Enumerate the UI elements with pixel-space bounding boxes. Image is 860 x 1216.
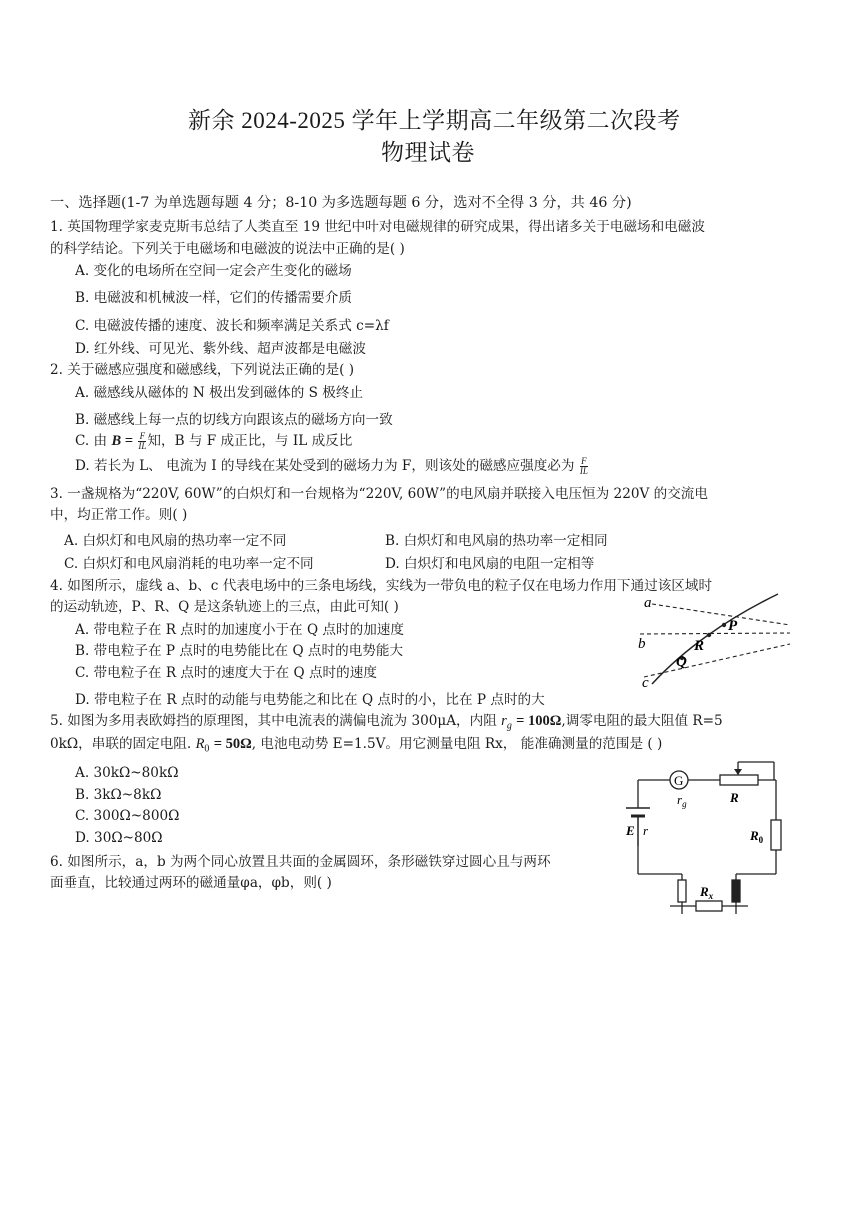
q3-stem-line1: 3. 一盏规格为“220V, 60W”的白炽灯和一台规格为“220V, 60W”的电风扇并联接入电压恒为 220V 的交流电: [50, 486, 708, 502]
label-a: a: [644, 595, 652, 611]
section-heading: 一、选择题(1-7 为单选题每题 4 分；8-10 为多选题每题 6 分，选对不全得 3 分，共 46 分): [50, 195, 632, 211]
galvanometer-label: G: [674, 773, 684, 788]
q1-option-d: D. 红外线、可见光、紫外线、超声波都是电磁波: [75, 341, 366, 357]
q5-option-a: A. 30kΩ~80kΩ: [75, 765, 179, 781]
q2-d-fraction: [580, 457, 588, 476]
label-c: c: [642, 675, 649, 691]
fraction-numerator: F: [581, 456, 587, 466]
q5-stem-text-b: ,调零电阻的最大阻值 R=5: [561, 713, 723, 729]
q2-option-c-prefix: C. 由: [75, 433, 108, 449]
rx-label: $R_x$: [700, 884, 714, 901]
measured-resistor-rx: [696, 901, 722, 911]
field-line-a: [652, 604, 790, 625]
label-q: Q: [676, 654, 687, 670]
q5-option-c: C. 300Ω~800Ω: [75, 808, 180, 824]
label-p: P: [728, 618, 738, 634]
q5-stem-text-d: , 电池电动势 E=1.5V。用它测量电阻 Rx， 能准确测量的范围是 ( ): [251, 736, 663, 752]
q3-stem-line2: 中，均正常工作。则( ): [50, 507, 188, 523]
fixed-resistor-r0: [771, 820, 781, 850]
q2-option-c: [75, 431, 352, 451]
particle-trajectory: [652, 594, 778, 684]
q4-option-a: A. 带电粒子在 R 点时的加速度小于在 Q 点时的加速度: [75, 622, 404, 638]
internal-r-label: r: [643, 823, 649, 838]
q5-stem-text-a: 5. 如图为多用表欧姆挡的原理图，其中电流表的满偏电流为 300μA，内阻: [50, 713, 497, 729]
black-probe: [732, 880, 740, 902]
q2-stem: 2. 关于磁感应强度和磁感线，下列说法正确的是( ): [50, 362, 355, 378]
q2-formula-fraction: [138, 432, 146, 451]
fraction-numerator: F: [139, 431, 146, 441]
q3-option-d: D. 白炽灯和电风扇的电阻一定相等: [385, 556, 595, 572]
field-line-b: [640, 633, 790, 634]
q4-stem-line1: 4. 如图所示，虚线 a、b、c 代表电场中的三条电场线，实线为一带负电的粒子仅在电场力作用下通过该区域时: [50, 578, 713, 594]
slider-arrow-icon: [734, 769, 742, 775]
r0-label: $R_0$: [750, 828, 764, 845]
fraction-denominator: IL: [579, 466, 588, 476]
q4-option-c: C. 带电粒子在 R 点时的速度大于在 Q 点时的速度: [75, 665, 377, 681]
q3-option-c: C. 白炽灯和电风扇消耗的电功率一定不同: [64, 556, 314, 572]
q2-option-b: B. 磁感线上每一点的切线方向跟该点的磁场方向一致: [75, 412, 393, 428]
q3-option-b: B. 白炽灯和电风扇的热功率一定相同: [385, 533, 608, 549]
point-r-dot: [707, 633, 711, 637]
q1-option-a: A. 变化的电场所在空间一定会产生变化的磁场: [75, 263, 352, 279]
q6-stem-line2: 面垂直，比较通过两环的磁通量φa，φb，则( ): [50, 875, 332, 891]
q5-stem-line2: [50, 734, 662, 760]
q5-r0-symbol: R: [195, 736, 205, 752]
q5-rg-symbol: r: [501, 713, 507, 729]
q5-stem-line1: [50, 711, 723, 737]
q5-r0-subscript: 0: [204, 743, 210, 755]
label-r: R: [694, 638, 705, 654]
q1-stem-line1: 1. 英国物理学家麦克斯韦总结了人类直至 19 世纪中叶对电磁规律的研究成果，得出诸多关于电磁场和电磁波: [50, 219, 705, 235]
q6-stem-line1: 6. 如图所示，a，b 为两个同心放置且共面的金属圆环，条形磁铁穿过圆心且与两环: [50, 854, 551, 870]
r-label: R: [730, 790, 739, 805]
q2-option-d: [75, 456, 589, 476]
field-line-c: [644, 644, 790, 677]
q2-option-a: A. 磁感线从磁体的 N 极出发到磁体的 S 极终止: [75, 385, 364, 401]
red-probe: [678, 880, 686, 902]
label-b: b: [638, 636, 646, 652]
adjustable-resistor-r: [720, 775, 758, 785]
fraction-denominator: IL: [138, 441, 147, 451]
rg-label: $r_g$: [677, 792, 687, 809]
q2-option-c-suffix: 知，B 与 F 成正比，与 IL 成反比: [147, 433, 353, 449]
q5-rg-subscript: g: [506, 720, 512, 732]
q5-r0-value: = 50Ω: [213, 736, 252, 752]
q4-field-figure: [630, 592, 800, 692]
q5-rg-value: = 100Ω: [516, 713, 562, 729]
q5-option-d: D. 30Ω~80Ω: [75, 830, 163, 846]
q1-option-c: C. 电磁波传播的速度、波长和频率满足关系式 c=λf: [75, 318, 389, 334]
q2-formula-b: B =: [111, 433, 134, 449]
q3-option-a: A. 白炽灯和电风扇的热功率一定不同: [64, 533, 287, 549]
exam-title: 新余 2024-2025 学年上学期高二年级第二次段考: [188, 108, 681, 133]
q5-circuit-figure: [620, 756, 800, 918]
q4-stem-line2: 的运动轨迹，P、R、Q 是这条轨迹上的三点，由此可知( ): [50, 599, 399, 615]
point-p-dot: [722, 623, 726, 627]
q1-stem-line2: 的科学结论。下列关于电磁场和电磁波的说法中正确的是( ): [50, 241, 405, 257]
q1-option-b: B. 电磁波和机械波一样，它们的传播需要介质: [75, 290, 352, 306]
exam-subtitle: 物理试卷: [381, 140, 475, 165]
emf-label: E: [626, 823, 635, 838]
q4-option-b: B. 带电粒子在 P 点时的电势能比在 Q 点时的电势能大: [75, 643, 404, 659]
q5-option-b: B. 3kΩ~8kΩ: [75, 787, 162, 803]
q4-option-d: D. 带电粒子在 R 点时的动能与电势能之和比在 Q 点时的小，比在 P 点时的大: [75, 692, 545, 708]
q2-option-d-text: D. 若长为 L、 电流为 I 的导线在某处受到的磁场力为 F，则该处的磁感应强度必为: [75, 458, 575, 474]
q5-stem-text-c: 0kΩ，串联的固定电阻.: [50, 736, 192, 752]
